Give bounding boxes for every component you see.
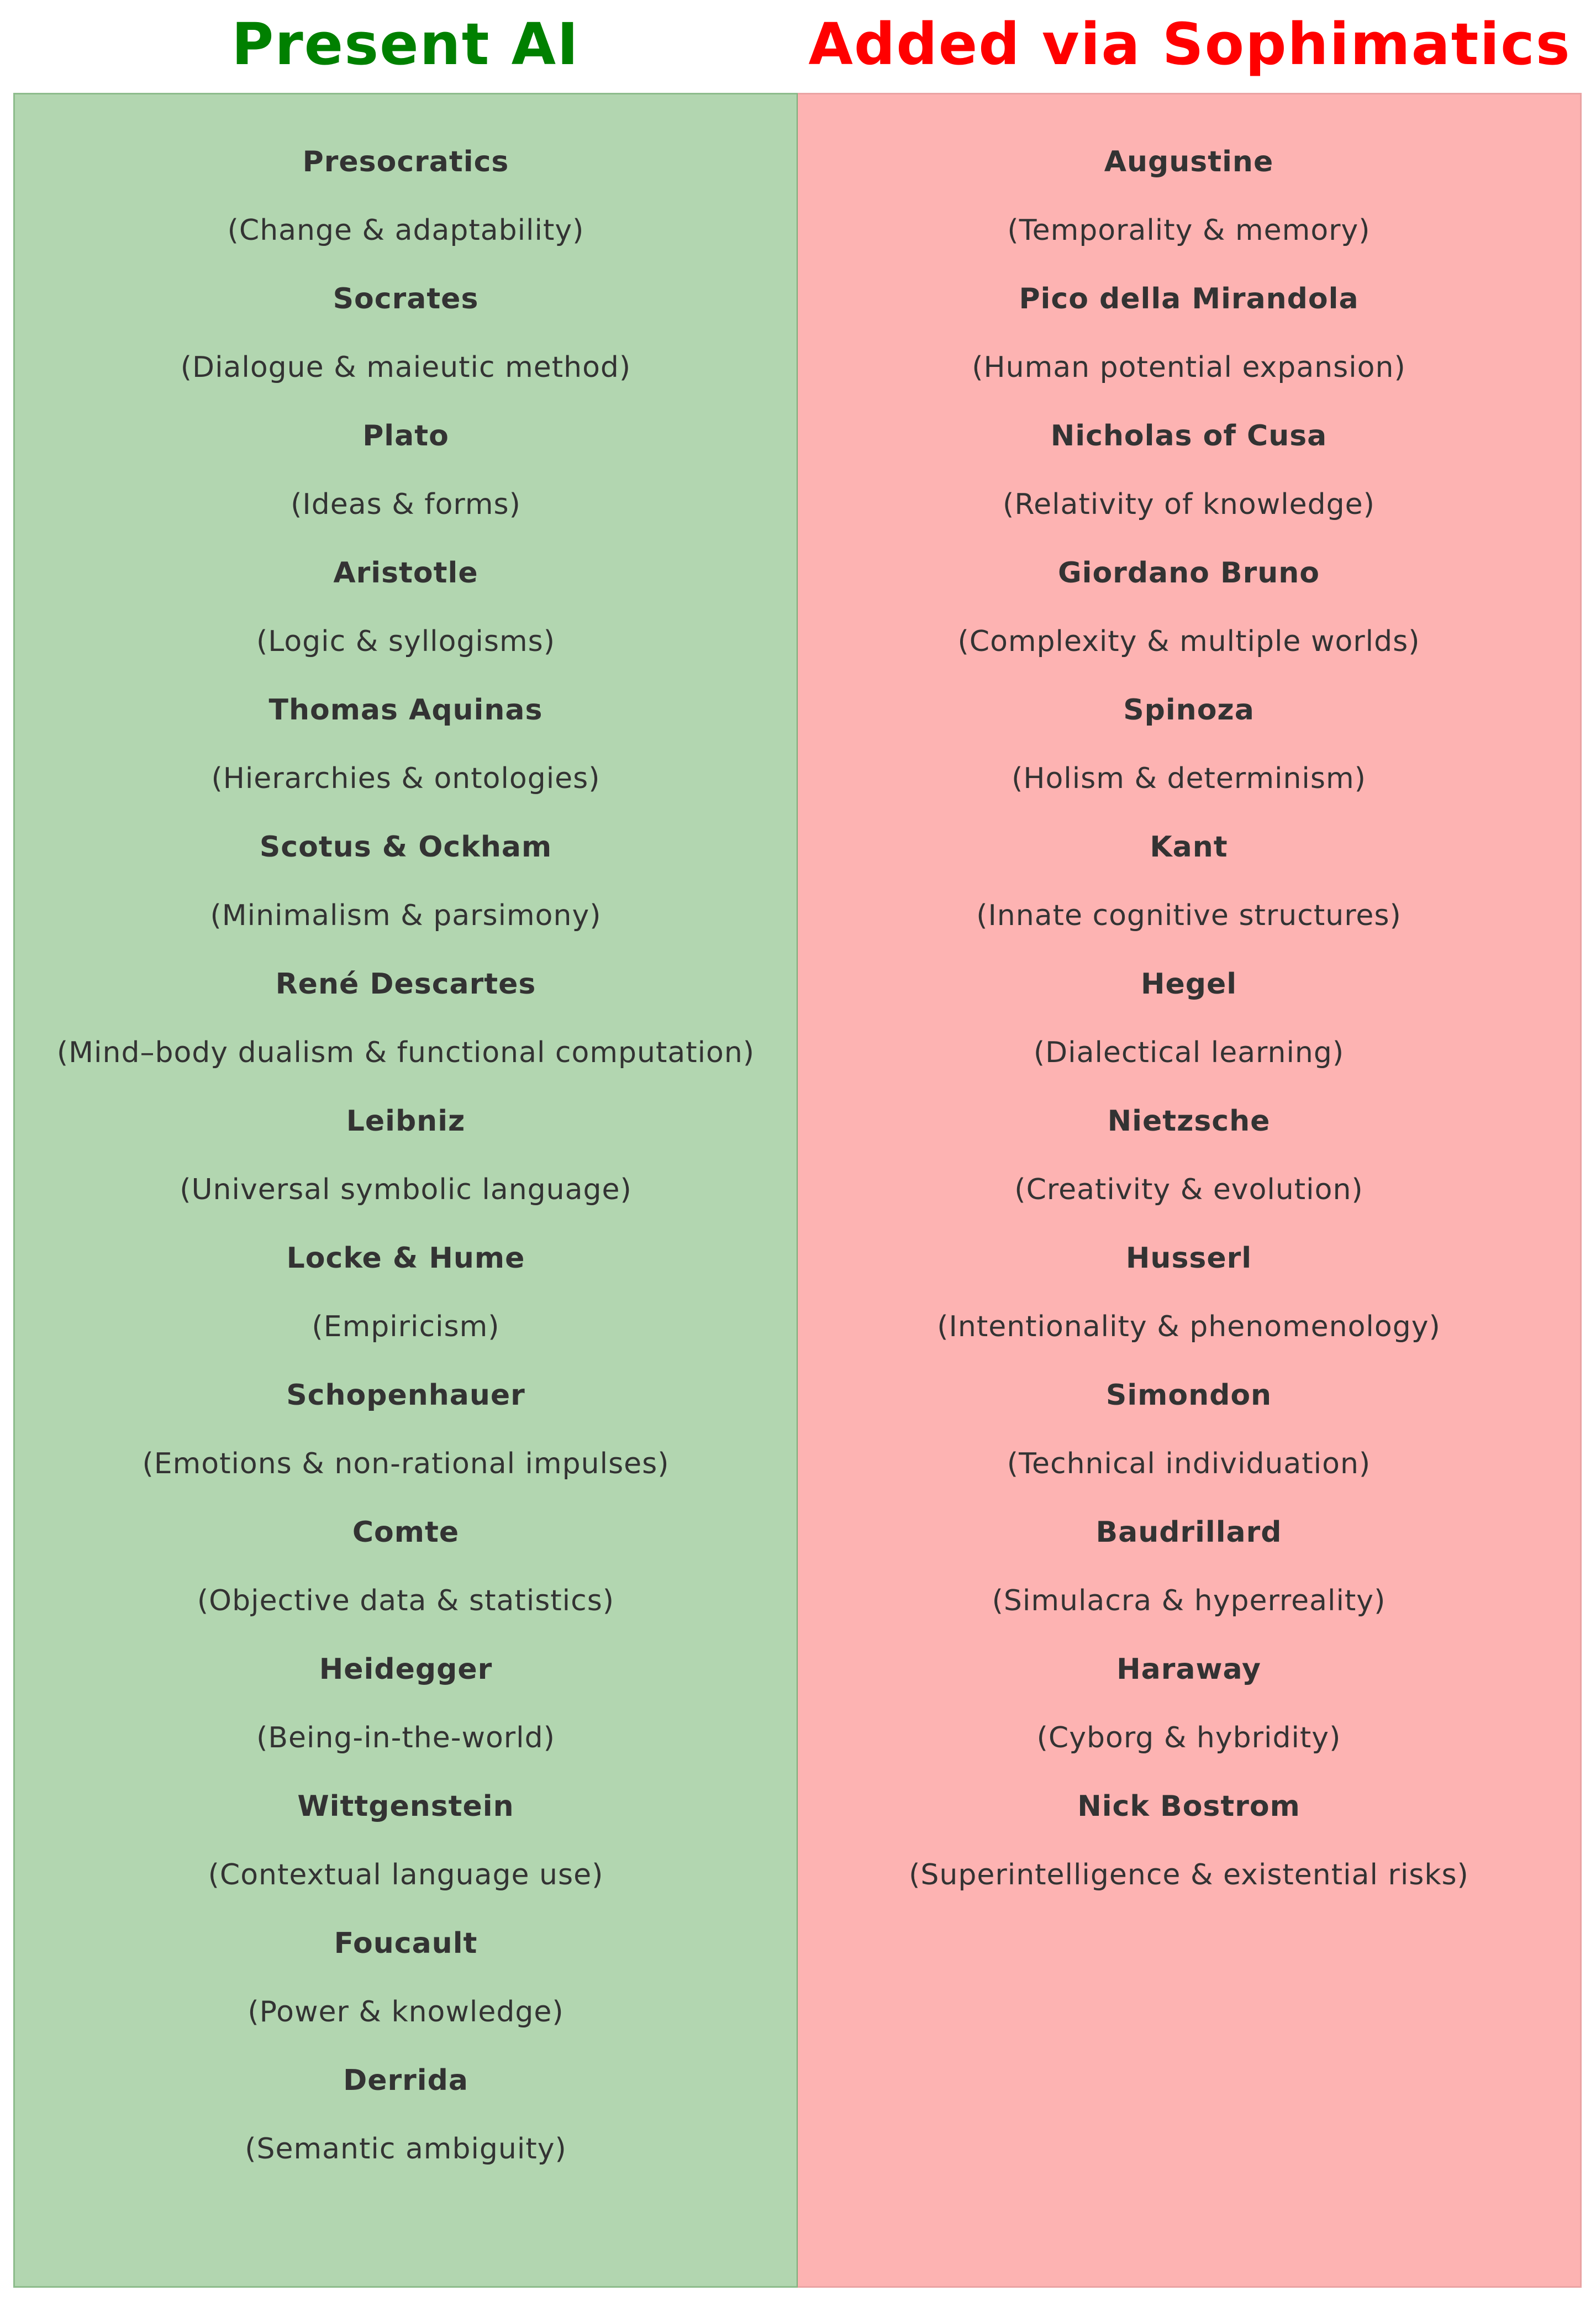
philosopher-contribution: (Dialogue & maieutic method) [180,351,631,384]
philosopher-contribution: (Ideas & forms) [291,488,521,521]
philosopher-entry [798,1772,1580,1909]
philosopher-name: Scotus & Ockham [259,831,552,864]
present-ai-list [15,145,797,2183]
philosopher-name: Leibniz [346,1105,466,1138]
philosopher-entry [798,1224,1580,1361]
philosopher-entry [15,402,797,539]
philosopher-name: Presocratics [302,145,509,178]
philosopher-contribution: (Human potential expansion) [972,351,1406,384]
philosopher-name: Spinoza [1123,694,1255,727]
philosopher-contribution: (Holism & determinism) [1012,762,1366,795]
philosopher-contribution: (Objective data & statistics) [197,1584,615,1617]
philosopher-entry [15,813,797,950]
philosopher-contribution: (Innate cognitive structures) [976,899,1402,932]
philosopher-entry [798,265,1580,402]
philosopher-entry [798,402,1580,539]
philosopher-contribution: (Technical individuation) [1007,1447,1371,1480]
philosopher-entry [15,1909,797,2046]
philosopher-contribution: (Hierarchies & ontologies) [211,762,601,795]
philosopher-entry [15,1087,797,1224]
philosopher-entry [15,1498,797,1635]
philosopher-name: Wittgenstein [297,1790,514,1823]
sophimatics-title: Added via Sophimatics [808,10,1571,78]
sophimatics-list [798,145,1580,1909]
philosopher-name: Giordano Bruno [1057,556,1320,590]
philosopher-entry [798,128,1580,265]
philosopher-name: Simondon [1105,1379,1272,1412]
philosopher-entry [15,1361,797,1498]
philosopher-name: Socrates [333,282,479,316]
philosopher-name: Augustine [1104,145,1274,178]
philosopher-entry [15,539,797,676]
philosopher-name: Aristotle [333,556,478,590]
present-ai-column [13,93,798,2288]
philosopher-contribution: (Contextual language use) [208,1858,604,1892]
philosopher-contribution: (Mind–body dualism & functional computation) [56,1036,755,1069]
philosopher-name: Derrida [343,2064,468,2097]
philosopher-name: Comte [352,1516,460,1549]
philosopher-entry [798,1498,1580,1635]
philosopher-contribution: (Temporality & memory) [1007,214,1371,247]
philosopher-contribution: (Simulacra & hyperreality) [992,1584,1386,1617]
philosopher-entry [15,1772,797,1909]
philosopher-entry [15,950,797,1087]
philosopher-contribution: (Semantic ambiguity) [245,2132,567,2166]
philosopher-contribution: (Dialectical learning) [1033,1036,1345,1069]
philosopher-entry [798,539,1580,676]
philosopher-contribution: (Logic & syllogisms) [256,625,555,658]
philosopher-contribution: (Intentionality & phenomenology) [937,1310,1441,1343]
philosopher-name: Plato [362,419,449,453]
philosopher-contribution: (Empiricism) [312,1310,500,1343]
philosopher-name: Pico della Mirandola [1019,282,1359,316]
philosopher-name: Heidegger [319,1653,493,1686]
philosopher-entry [798,676,1580,813]
philosopher-entry [15,1635,797,1772]
philosopher-name: René Descartes [275,968,536,1001]
philosopher-contribution: (Cyborg & hybridity) [1036,1721,1341,1754]
philosopher-contribution: (Minimalism & parsimony) [210,899,602,932]
philosopher-name: Hegel [1140,968,1237,1001]
philosopher-contribution: (Change & adaptability) [227,214,584,247]
philosopher-name: Haraway [1116,1653,1261,1686]
philosopher-entry [798,1361,1580,1498]
philosopher-contribution: (Power & knowledge) [247,1995,564,2029]
philosopher-contribution: (Emotions & non-rational impulses) [142,1447,670,1480]
philosopher-name: Schopenhauer [286,1379,525,1412]
philosopher-name: Locke & Hume [286,1242,525,1275]
philosopher-entry [15,265,797,402]
present-ai-title: Present AI [231,10,580,78]
philosopher-name: Nietzsche [1107,1105,1271,1138]
philosopher-contribution: (Complexity & multiple worlds) [957,625,1420,658]
philosopher-entry [15,2046,797,2183]
philosopher-name: Thomas Aquinas [268,694,543,727]
philosopher-entry [15,128,797,265]
philosopher-entry [798,1087,1580,1224]
philosopher-contribution: (Universal symbolic language) [180,1173,632,1206]
philosopher-name: Baudrillard [1095,1516,1282,1549]
philosopher-entry [798,1635,1580,1772]
philosopher-name: Foucault [334,1927,478,1960]
philosopher-entry [15,1224,797,1361]
philosopher-entry [798,950,1580,1087]
sophimatics-column [798,93,1582,2288]
philosopher-contribution: (Superintelligence & existential risks) [909,1858,1469,1892]
philosopher-contribution: (Being-in-the-world) [256,1721,555,1754]
philosopher-name: Husserl [1125,1242,1252,1275]
philosopher-entry [15,676,797,813]
philosopher-contribution: (Creativity & evolution) [1014,1173,1363,1206]
philosopher-name: Nick Bostrom [1077,1790,1300,1823]
philosopher-name: Nicholas of Cusa [1050,419,1328,453]
philosopher-name: Kant [1150,831,1228,864]
philosopher-contribution: (Relativity of knowledge) [1003,488,1375,521]
philosopher-entry [798,813,1580,950]
